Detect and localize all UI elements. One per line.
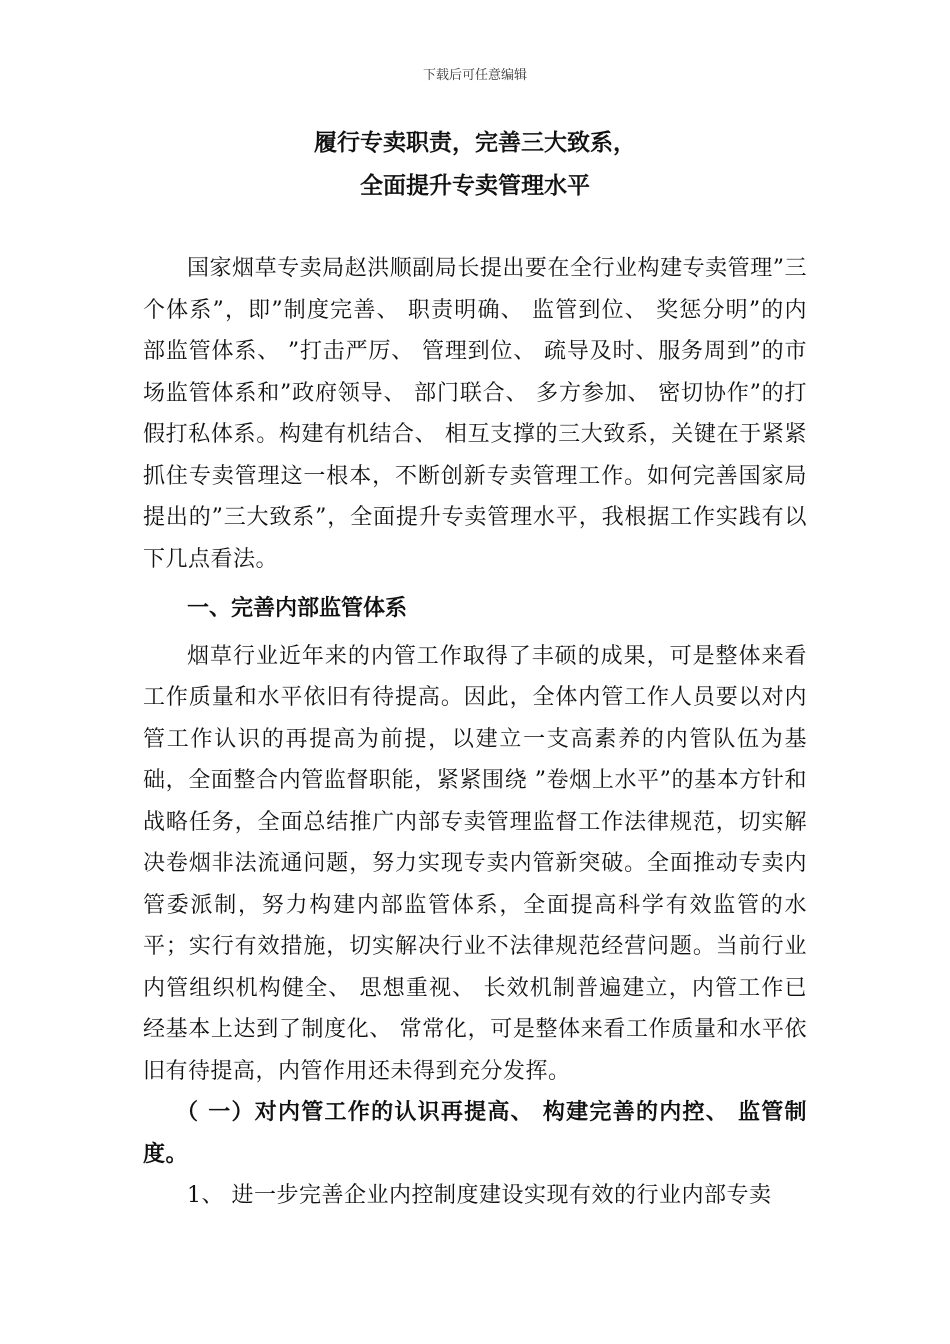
intro-paragraph: 国家烟草专卖局赵洪顺副局长提出要在全行业构建专卖管理”三个体系”，即”制度完善、 职责明确、 监管到位、 奖惩分明”的内部监管体系、 ”打击严厉、 管理到位、 疏导及时、服务周到”的市场监管体系和”政府领导、 部门联合、 多方参加、 密切协作”的打假打私体系。构建有机结合、 相互支撑的三大致系，关键在于紧紧抓住专卖管理这一根本，不断创新专卖管理工作。如何完善国家局提出的”三大致系”，全面提升专卖管理水平，我根据工作实践有以下几点看法。 — [143, 256, 807, 572]
header-note: 下载后可任意编辑 — [422, 68, 527, 83]
section-heading-1: 一、完善内部监管体系 — [187, 596, 408, 621]
document-body — [143, 248, 807, 1217]
subsection-heading-1: （ 一）对内管工作的认识再提高、 构建完善的内控、 监管制度。 — [143, 1100, 807, 1167]
section-1-paragraph: 烟草行业近年来的内管工作取得了丰硕的成果，可是整体来看工作质量和水平依旧有待提高。因此，全体内管工作人员要以对内管工作认识的再提高为前提，以建立一支高素养的内管队伍为基础，全面整合内管监督职能，紧紧围绕 ”卷烟上水平”的基本方针和战略任务，全面总结推广内部专卖管理监督工作法律规范，切实解决卷烟非法流通问题，努力实现专卖内管新突破。全面推动专卖内管委派制，努力构建内部监管体系，全面提高科学有效监管的水平；实行有效措施，切实解决行业不法律规范经营问题。当前行业内管组织机构健全、 思想重视、 长效机制普遍建立，内管工作已经基本上达到了制度化、 常常化，可是整体来看工作质量和水平依旧有待提高，内管作用还未得到充分发挥。 — [143, 643, 807, 1084]
document-title-line-1: 履行专卖职责，完善三大致系， — [314, 130, 636, 156]
document-title-line-2: 全面提升专卖管理水平 — [360, 173, 590, 199]
item-1-paragraph: 1、 进一步完善企业内控制度建设实现有效的行业内部专卖 — [187, 1183, 772, 1208]
